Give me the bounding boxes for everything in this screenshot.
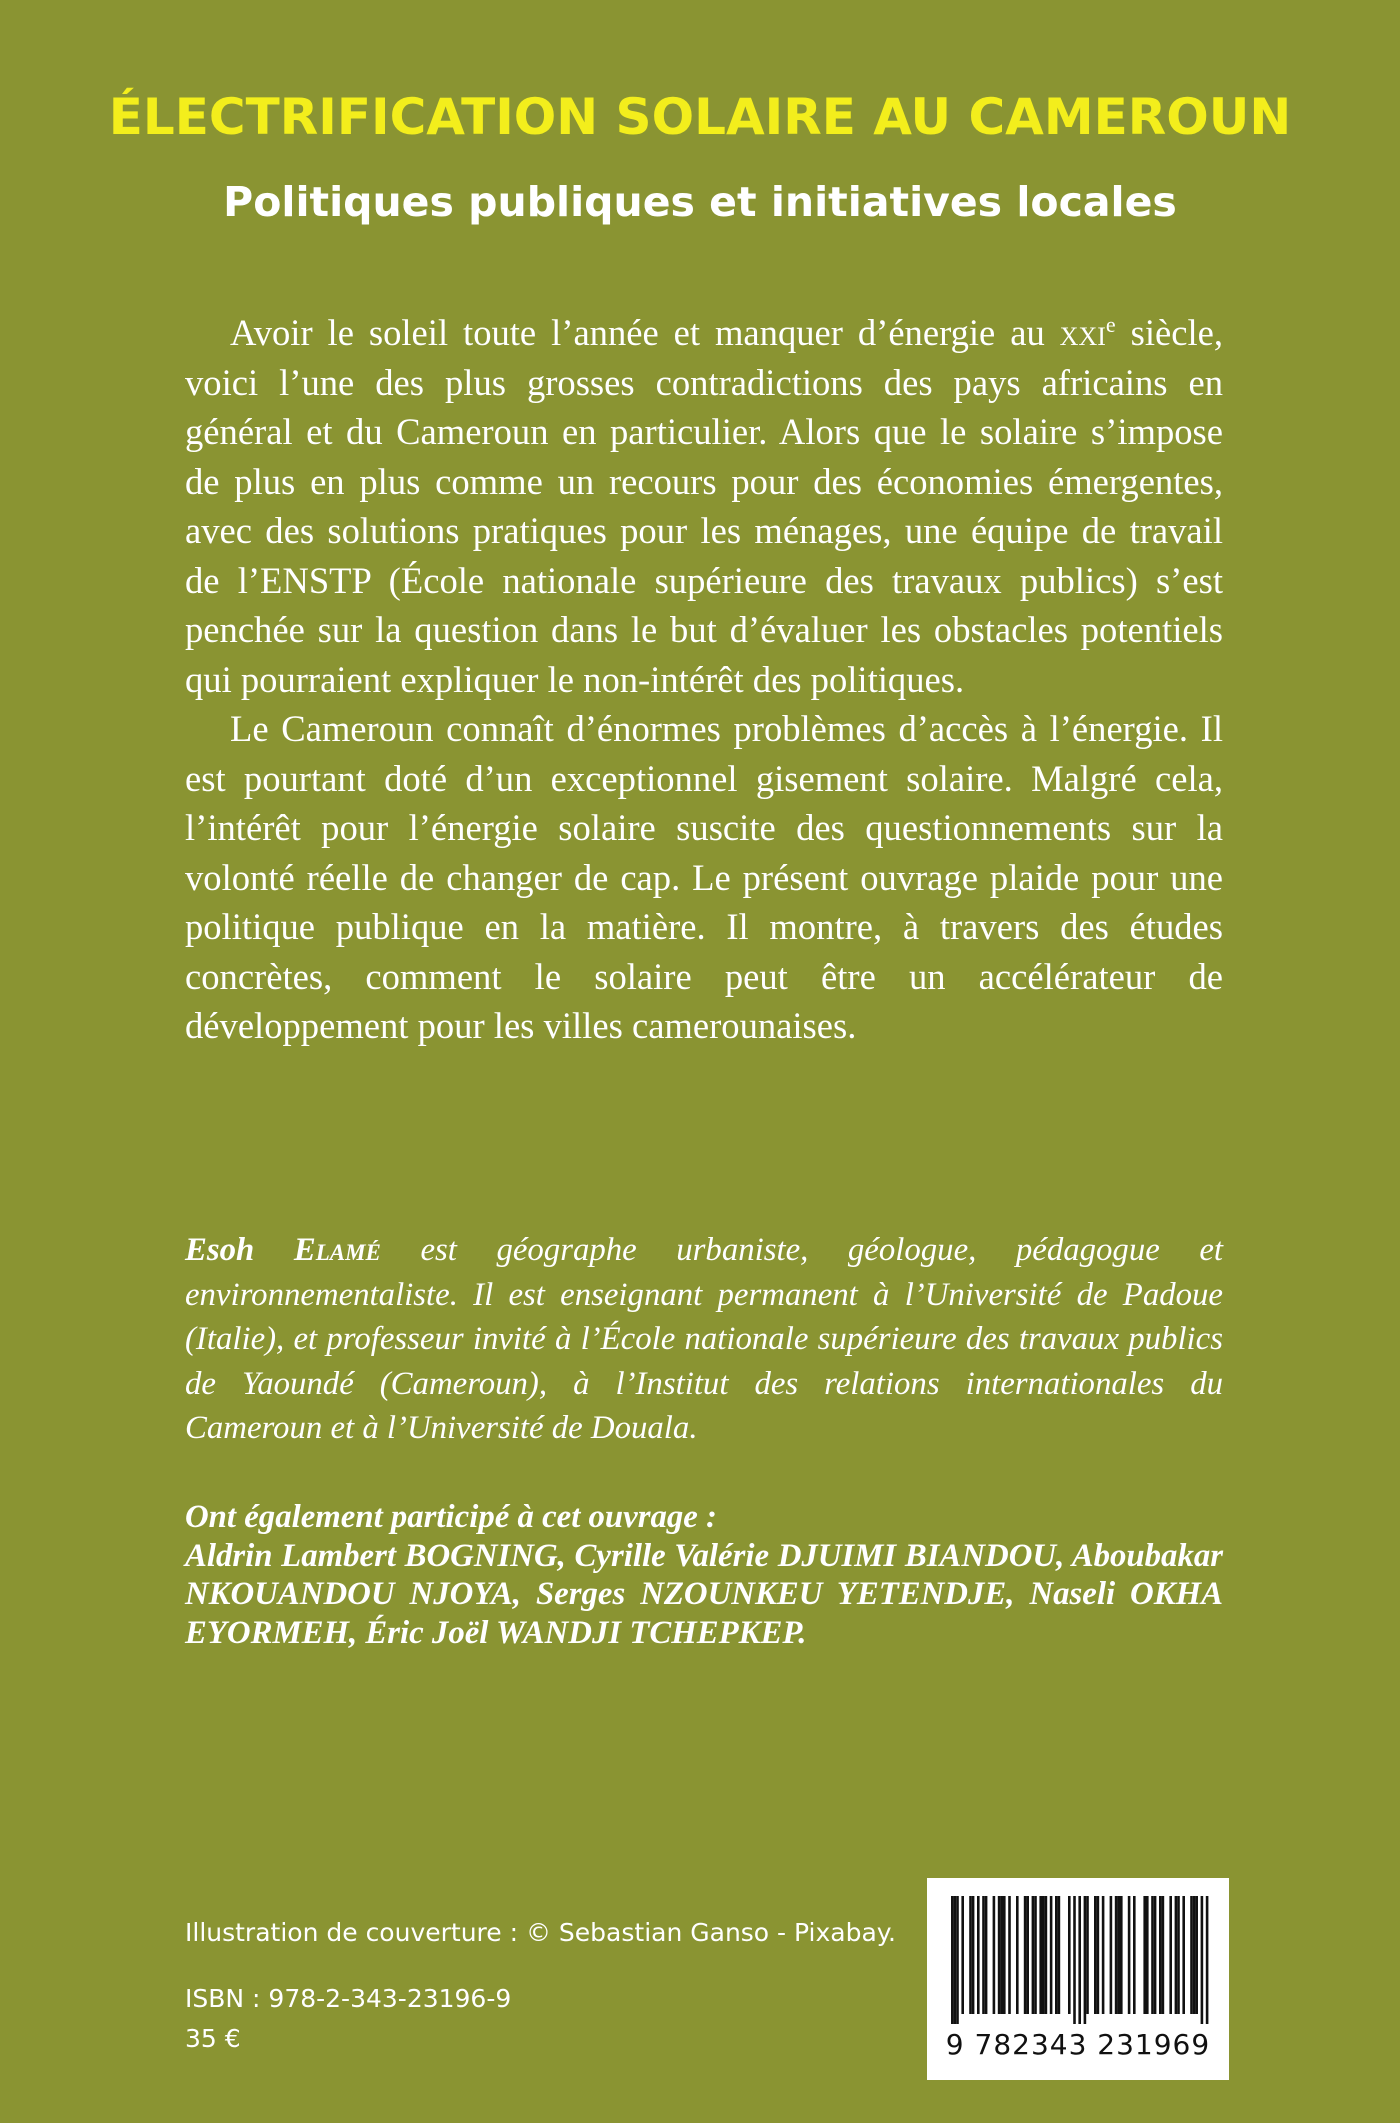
barcode-bar [1026, 1896, 1029, 2014]
barcode-bar [1050, 1896, 1053, 2014]
barcode-bars [947, 1896, 1209, 2024]
barcode-bar [985, 1896, 988, 2014]
century-suffix: e [1105, 311, 1116, 337]
author-first-name: Esoh [185, 1232, 255, 1268]
author-last-name: Elamé [293, 1232, 381, 1268]
barcode-bar [1110, 1896, 1113, 2014]
barcode-bar [961, 1896, 964, 2014]
barcode-bar [1175, 1896, 1178, 2014]
barcode-bar [1169, 1896, 1172, 2014]
price: 35 € [185, 2024, 241, 2053]
barcode-bar [1039, 1896, 1042, 2014]
barcode-bar [1032, 1896, 1035, 2014]
barcode-bar [1177, 1896, 1180, 2014]
barcode-digits: 9 782343 231969 [945, 2028, 1211, 2061]
barcode-bar [1016, 1896, 1019, 2014]
barcode-bar [982, 1896, 985, 2014]
barcode-bar [1024, 1896, 1027, 2014]
barcode-bar [1102, 1896, 1105, 2014]
blurb-p1-start: Avoir le soleil toute l’année et manquer d’énergie au [230, 312, 1060, 353]
barcode-bar [1078, 1896, 1081, 2024]
barcode-bar [977, 1896, 980, 2014]
blurb-p1-end: siècle, voici l’une des plus grosses contradictions des pays africains en général et du Cameroun en particulier. Alors que le solaire s’impose de plus en plus comme un recours pour des économies émergentes, avec des solutions pratiques pour les ménages, une équipe de travail de l’ENSTP (École nationale supérieure des travaux publics) s’est penchée sur la question dans le but d’évaluer les obstacles potentiels qui pourraient expliquer le non-intérêt des politiques. [185, 312, 1223, 700]
barcode-bar [1058, 1896, 1061, 2014]
barcode-bar [1086, 1896, 1089, 2014]
barcode-bar [1162, 1896, 1165, 2014]
barcode-bar [1201, 1896, 1204, 2024]
barcode-bar [1073, 1896, 1076, 2024]
barcode-bar [1151, 1896, 1154, 2014]
barcode-bar [1000, 1896, 1003, 2014]
barcode [927, 1878, 1229, 2080]
barcode-bar [1008, 1896, 1011, 2014]
barcode-bar [1055, 1896, 1058, 2014]
barcode-bar [1117, 1896, 1120, 2014]
barcode-bar [998, 1896, 1001, 2014]
author-bio-text: est géographe urbaniste, géologue, pédagogue et environnementaliste. Il est enseignant permanent à l’Université de Padoue (Italie), et professeur invité à l’École nationale supérieure des travaux publics de Yaoundé (Cameroun), à l’Institut des relations internationales du Cameroun et à l’Université de Douala. [185, 1232, 1224, 1446]
contributors-heading: Ont également participé à cet ouvrage : [185, 1499, 717, 1535]
barcode-bar [969, 1896, 972, 2014]
barcode-bar [1146, 1896, 1149, 2014]
isbn: ISBN : 978-2-343-23196-9 [185, 1984, 512, 2013]
barcode-bar [1042, 1896, 1045, 2014]
barcode-bar [951, 1896, 954, 2024]
contributors-names: Aldrin Lambert BOGNING, Cyrille Valérie DJUIMI BIANDOU, Aboubakar NKOUANDOU NJOYA, Serges NZOUNKEU YETENDJE, Naseli OKHA EYORMEH, Éric Joël WANDJI TCHEPKEP. [185, 1537, 1223, 1651]
barcode-bar [1159, 1896, 1162, 2014]
barcode-bar [1045, 1896, 1048, 2014]
barcode-bar [1195, 1896, 1198, 2014]
barcode-bar [993, 1896, 996, 2014]
barcode-bar [1154, 1896, 1157, 2014]
barcode-bar [1206, 1896, 1209, 2024]
illustration-credit: Illustration de couverture : © Sebastian Ganso - Pixabay. [185, 1918, 896, 1947]
barcode-bar [1003, 1896, 1006, 2014]
barcode-bar [1084, 1896, 1087, 2024]
barcode-bar [1034, 1896, 1037, 2014]
barcode-bar [1097, 1896, 1100, 2014]
barcode-bar [1133, 1896, 1136, 2014]
blurb-paragraph-2: Le Cameroun connaît d’énormes problèmes d’accès à l’énergie. Il est pourtant doté d’un exceptionnel gisement solaire. Malgré cela, l’intérêt pour l’énergie solaire suscite des questionnements sur la volonté réelle de changer de cap. Le présent ouvrage plaide pour une politique publique en la matière. Il montre, à travers des études concrètes, comment le solaire peut être un accélérateur de développement pour les villes camerounaises. [185, 708, 1223, 1046]
century-numeral: xxi [1059, 312, 1106, 353]
barcode-bar [956, 1896, 959, 2024]
barcode-bar [1068, 1896, 1071, 2014]
barcode-bar [1193, 1896, 1196, 2014]
barcode-bar [1182, 1896, 1185, 2014]
author-bio [185, 1228, 1223, 1451]
barcode-bar [1120, 1896, 1123, 2014]
barcode-bar [1115, 1896, 1118, 2014]
barcode-bar [1143, 1896, 1146, 2014]
blurb-paragraph-1 [185, 308, 1223, 704]
barcode-bar [972, 1896, 975, 2014]
contributors [185, 1498, 1223, 1652]
barcode-bar [1190, 1896, 1193, 2014]
barcode-bar [1094, 1896, 1097, 2014]
book-subtitle: Politiques publiques et initiatives locales [223, 178, 1177, 226]
blurb [185, 308, 1223, 1051]
barcode-bar [1128, 1896, 1131, 2014]
book-title: ÉLECTRIFICATION SOLAIRE AU CAMEROUN [108, 88, 1292, 146]
barcode-bar [954, 1896, 957, 2024]
